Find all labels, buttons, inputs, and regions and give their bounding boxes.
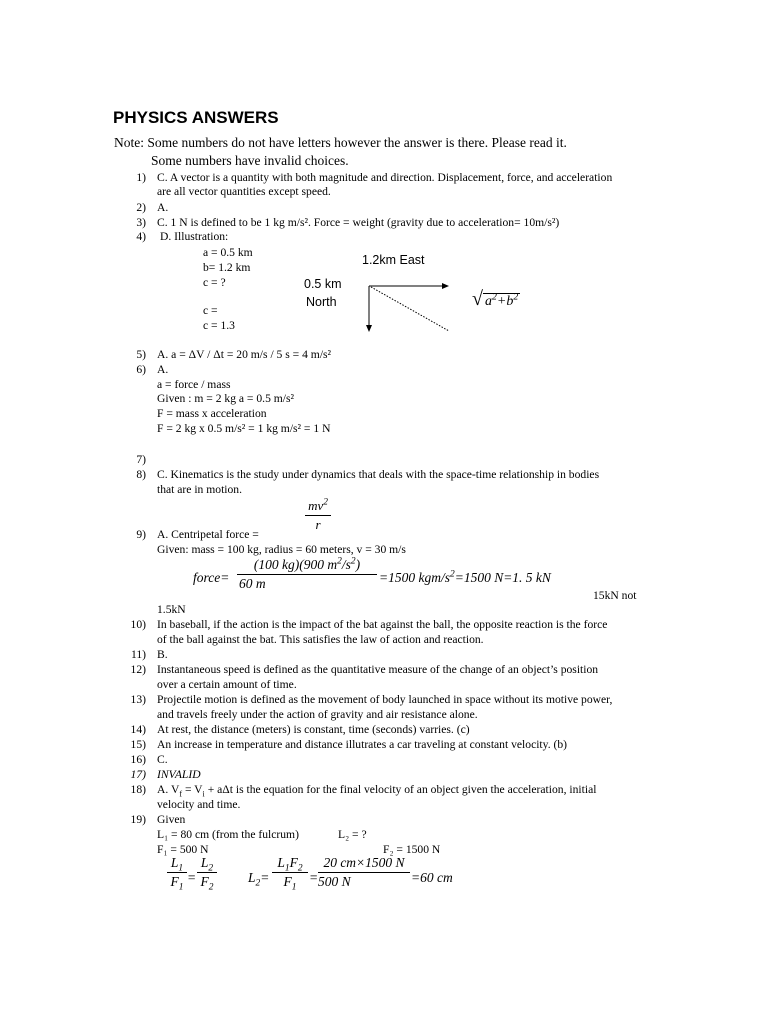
result-c-label: c = (203, 304, 218, 317)
formula-line: Given : m = 2 kg a = 0.5 m/s² (157, 392, 294, 405)
answer-text: and travels freely under the action of gravity and air resistance alone. (157, 708, 478, 721)
lever-frac-l2: $L_2$ $F_2$ (197, 855, 217, 890)
answer-text: An increase in temperature and distance illutrates a car traveling at constant velocity. (b) (157, 738, 568, 751)
given-b: b= 1.2 km (203, 261, 251, 274)
note-line-2: Some numbers have invalid choices. (151, 153, 349, 168)
item-number: 3) (136, 216, 146, 229)
given-f1: F₁ = 500 N (157, 843, 209, 856)
item-number: 9) (136, 528, 146, 541)
given-a: a = 0.5 km (203, 246, 253, 259)
force-label: force= (193, 570, 230, 585)
answer-text: of the ball against the bat. This satisfies the law of action and reaction. (157, 633, 484, 646)
answer-text: are all vector quantities except speed. (157, 185, 331, 198)
item-number: 13) (130, 693, 146, 706)
correction-note: 15kN not (593, 589, 637, 602)
force-result: =1500 kgm/$s^2=1500$ N=1. 5 kN (379, 569, 551, 585)
answer-text: Projectile motion is defined as the movement of body launched in space without its motive power, (157, 693, 613, 706)
l2-label: $L_2=$ (248, 870, 270, 889)
item-number: 5) (136, 348, 146, 361)
item-number: 6) (136, 363, 146, 376)
item-number: 7) (136, 453, 146, 466)
equals-sign: = (187, 870, 197, 885)
item-number: 1) (136, 171, 146, 184)
centripetal-fraction: $mv^2$ r (305, 498, 331, 533)
item-number: 15) (130, 738, 146, 751)
item-number: 10) (130, 618, 146, 631)
item-number: 17) (130, 768, 146, 781)
force-fraction: (100 kg)(900 $m^2/s^2$) 60 m (237, 557, 377, 592)
item-number: 2) (136, 201, 146, 214)
item-number: 18) (130, 783, 146, 796)
equals-sign: = (309, 870, 319, 885)
east-label: 1.2km East (362, 253, 425, 267)
answer-text: C. (157, 753, 168, 766)
answer-text: Instantaneous speed is defined as the quantitative measure of the change of an object’s position (157, 663, 599, 676)
item-number: 8) (136, 468, 146, 481)
given-f2: F₂ = 1500 N (383, 843, 441, 856)
answer-text: B. (157, 648, 168, 661)
result-c: c = 1.3 (203, 319, 235, 332)
arrowhead-east-icon (442, 283, 449, 289)
item-number: 12) (130, 663, 146, 676)
formula-line: a = force / mass (157, 378, 231, 391)
answer-text: A. $V_f = V_i + a\Delta t$ is the equation for the final velocity of an object given the acceleration, initial (157, 783, 597, 799)
north-label: North (306, 295, 337, 309)
answer-text: velocity and time. (157, 798, 241, 811)
answer-text: C. A vector is a quantity with both magnitude and direction. Displacement, force, and acceleration (157, 171, 613, 184)
resultant-vector (371, 287, 449, 331)
answer-text: A. (157, 201, 169, 214)
given-l1: L₁ = 80 cm (from the fulcrum) (157, 828, 299, 841)
answer-text: INVALID (157, 768, 201, 781)
lever-frac-l1f2: $L_1F_2$ $F_1$ (272, 855, 308, 890)
given-c: c = ? (203, 276, 226, 289)
correction-note: 1.5kN (157, 603, 186, 616)
hypotenuse-formula: √ $a^2+b^2$ (472, 288, 519, 310)
answer-text: C. Kinematics is the study under dynamics that deals with the space-time relationship in bodies (157, 468, 600, 481)
formula-line: F = mass x acceleration (157, 407, 267, 420)
answer-text: over a certain amount of time. (157, 678, 297, 691)
given-l2: L₂ = ? (338, 828, 367, 841)
vector-diagram (360, 278, 456, 338)
item-number: 16) (130, 753, 146, 766)
formula-line: F = 2 kg x 0.5 m/s² = 1 kg m/s² = 1 N (157, 422, 331, 435)
answer-text: In baseball, if the action is the impact of the bat against the ball, the opposite reaction is the force (157, 618, 608, 631)
answer-text: that are in motion. (157, 483, 243, 496)
north-label: 0.5 km (304, 277, 342, 291)
item-number: 4) (136, 230, 146, 243)
answer-text: D. Illustration: (160, 230, 229, 243)
arrowhead-north-icon (366, 325, 372, 332)
l2-result: =60 cm (411, 870, 453, 885)
answer-text: C. 1 N is defined to be 1 kg m/s². Force = weight (gravity due to acceleration= 10m/s²) (157, 216, 560, 229)
answer-text: Given (157, 813, 186, 826)
item-number: 19) (130, 813, 146, 826)
item-number: 11) (130, 648, 146, 661)
answer-text: A. a = ΔV / Δt = 20 m/s / 5 s = 4 m/s² (157, 348, 332, 361)
note-line-1: Note: Some numbers do not have letters however the answer is there. Please read it. (114, 135, 567, 150)
given-line: Given: mass = 100 kg, radius = 60 meters, v = 30 m/s (157, 543, 406, 556)
page-title: PHYSICS ANSWERS (113, 108, 279, 127)
item-number: 14) (130, 723, 146, 736)
answer-text: A. Centripetal force = (157, 528, 259, 541)
answer-text: A. (157, 363, 169, 376)
answer-text: At rest, the distance (meters) is constant, time (seconds) varries. (c) (157, 723, 470, 736)
lever-frac-l1: $L_1$ $F_1$ (167, 855, 187, 890)
lever-frac-values: 20 cm×1500 N 500 N (318, 855, 410, 890)
